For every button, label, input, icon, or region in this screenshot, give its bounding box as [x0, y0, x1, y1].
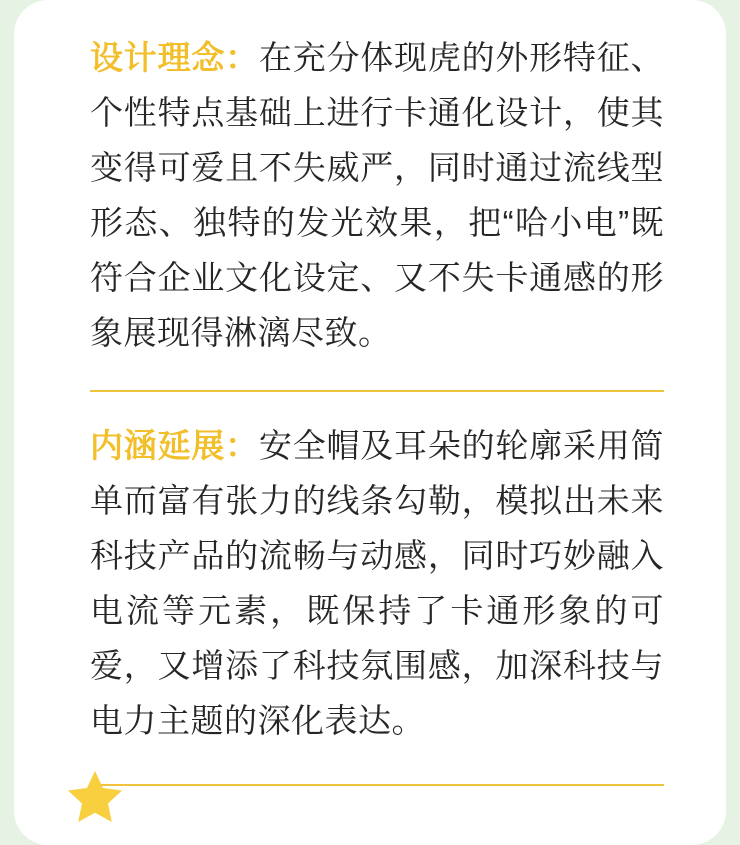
section-body-design-concept: 在充分体现虎的外形特征、个性特点基础上进行卡通化设计，使其变得可爱且不失威严，同时通过流线型形态、独特的发光效果，把“哈小电”既符合企业文化设定、又不失卡通感的形象展现得淋漓尽致。 [90, 39, 664, 351]
section-body-connotation-extension: 安全帽及耳朵的轮廓采用简单而富有张力的线条勾勒，模拟出未来科技产品的流畅与动感，同时巧妙融入电流等元素，既保持了卡通形象的可爱，又增添了科技氛围感，加深科技与电力主题的深化表达。 [90, 427, 664, 739]
section-connotation-extension [90, 418, 664, 748]
content-card [14, 0, 726, 845]
paragraph-connotation-extension [90, 418, 664, 748]
divider-2 [90, 784, 664, 786]
section-lead-design-concept: 设计理念： [90, 39, 259, 76]
star-icon [66, 767, 124, 825]
paragraph-design-concept [90, 30, 664, 360]
section-lead-connotation-extension: 内涵延展： [90, 427, 259, 464]
card-inner [14, 0, 726, 845]
star-decoration [66, 767, 124, 825]
top-spacer [90, 16, 664, 30]
divider-1 [90, 390, 664, 392]
section-design-concept [90, 30, 664, 360]
